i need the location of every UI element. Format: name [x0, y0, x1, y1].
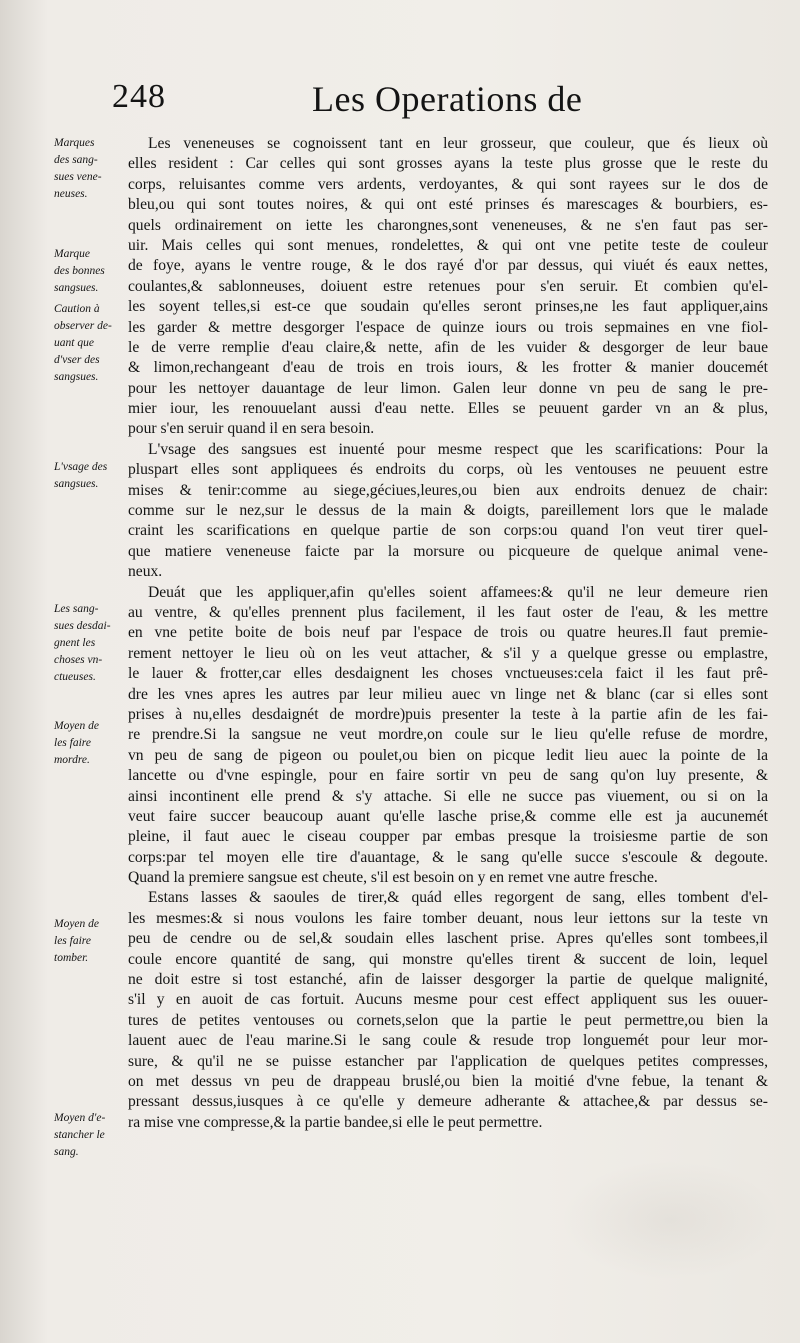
margin-note-line: uant que	[54, 337, 94, 349]
text-line: Quand la premiere sangsue est cheute, s'il est besoin on y en remet vne autre fresche.	[128, 869, 658, 887]
text-line: L'vsage des sangsues est inuenté pour mesme respect que les scarifications: Pour la	[148, 440, 768, 458]
text-line: neux.	[128, 563, 163, 581]
text-line: rement nettoyer le lieu où on les veut attacher, & s'il y a quelque gresse ou emplastre,	[128, 644, 768, 662]
text-line: pleine, il faut auec le ciseau coupper par embas presque la troisiesme partie de son	[128, 828, 768, 846]
text-line: on met dessus vn peu de drappeau bruslé,ou bien la moitié d'vne febue, la tenant &	[128, 1072, 768, 1090]
text-line: pour s'en seruir quand il en sera besoin.	[128, 420, 375, 438]
text-line: veut faire succer beaucoup auant qu'elle lasche prise,& comme elle est ja aucunemét	[128, 807, 768, 825]
text-line: peu de cendre ou de sel,& soudain elles laschent prise. Apres qu'elles sont tombees,il	[128, 930, 768, 948]
margin-note-line: les faire	[54, 935, 91, 947]
margin-note	[54, 246, 126, 297]
margin-note	[54, 601, 126, 686]
text-line: Les veneneuses se cognoissent tant en leur grosseur, que couleur, que és lieux où	[148, 135, 768, 152]
margin-note-line: des bonnes	[54, 265, 105, 277]
page-number: 248	[112, 78, 166, 115]
text-line: ainsi incontinent elle prend & s'y attache. Si elle ne succe pas viuement, ou si on la	[128, 787, 768, 805]
margin-note-line: sang.	[54, 1146, 79, 1158]
margin-note-line: Marques	[54, 137, 95, 149]
text-line: lauent auec de l'eau marine.Si le sang coule & resude trop longuemét pour leur mor-	[128, 1032, 768, 1050]
running-head: Les Operations de	[312, 79, 583, 119]
text-line: Estans lasses & saoules de tirer,& quád elles regorgent de sang, elles tombent d'el-	[148, 889, 768, 907]
margin-note-line: d'vser des	[54, 354, 100, 366]
margin-note	[54, 135, 126, 203]
text-line: lancette ou d'vne espingle, pour en faire sortir vn peu de sang qu'on luy presente, &	[128, 767, 768, 785]
text-line: tures de petites ventouses ou cornets,selon que la partie le peut permettre,ou bien la	[128, 1011, 768, 1029]
text-line: les soyent telles,si est-ce que soudain qu'elles seront prinses,ne les faut appliquer,ains	[128, 298, 768, 316]
text-line: dre les vnes apres les autres par leur milieu auec vn linge net & blanc (car si elles sont	[128, 685, 768, 703]
margin-note-line: neuses.	[54, 188, 88, 200]
margin-note-line: Moyen de	[54, 720, 100, 732]
margin-note	[54, 916, 126, 967]
text-line: les garder & mettre desgorger l'espace de quinze iours ou trois sepmaines en vne fiol-	[128, 318, 768, 336]
text-line: le lauer & frotter,car elles desdaignent les choses vnctueuses:cela faict il les faut prê-	[128, 665, 768, 683]
margin-note-line: Moyen de	[54, 918, 100, 930]
text-line: que matiere veneneuse faicte par la morsure ou picqueure de quelque animal vene-	[128, 542, 768, 560]
margin-note-line: Les sang-	[54, 603, 99, 615]
paragraph	[128, 134, 768, 440]
show-through-stain	[560, 1160, 780, 1280]
margin-note-line: observer de-	[54, 320, 112, 332]
text-line: coule encore quantité de sang, qui monstre qu'elles tirent & succent de loin, lequel	[128, 950, 768, 968]
text-line: elles resident : Car celles qui sont grosses ayans la teste plus grosse que le reste du	[128, 155, 768, 173]
margin-note-line: sangsues.	[54, 478, 99, 490]
text-line: corps, reluisantes comme vers ardents, verdoyantes, & qui sont rayees sur le dos de	[128, 175, 768, 193]
text-line: ne doit estre si tost estanché, afin de laisser desgorger la partie de quelque malignité,	[128, 971, 768, 989]
body-text	[128, 134, 768, 1133]
text-line: ra mise vne compresse,& la partie bandee,si elle le peut permettre.	[128, 1113, 543, 1131]
text-line: mier iour, les renouuelant aussi d'eau nette. Elles se peuuent garder vn an & plus,	[128, 400, 768, 418]
text-line: au ventre, & qu'elles prennent plus facilement, il les faut oster de l'eau, & les mettre	[128, 603, 768, 621]
text-line: vn peu de sang de pigeon ou poulet,ou bien on picque ledit lieu auec la pointe de la	[128, 746, 768, 764]
text-line: re prendre.Si la sangsue ne veut mordre,on coule sur le lieu qu'elle refuse de mordre,	[128, 726, 768, 744]
paragraph	[128, 440, 768, 583]
margin-note-line: mordre.	[54, 754, 90, 766]
text-line: quels ordinairement on iette les charongnes,sont veneneuses, & ne s'en faut pas ser-	[128, 216, 768, 234]
margin-note-line: choses vn-	[54, 654, 103, 666]
text-line: de foye, ayans le ventre rouge, & le dos rayé d'or par dessus, qui viuét és eaux nettes,	[128, 257, 768, 275]
margin-note-line: stancher le	[54, 1129, 105, 1141]
text-line: s'il y en auoit de cas fortuit. Aucuns mesme pour cest effect appliquent sus les ouuer-	[128, 991, 768, 1009]
margin-note-line: Caution à	[54, 303, 100, 315]
margin-note-line: sues desdai-	[54, 620, 111, 632]
margin-note-line: gnent les	[54, 637, 96, 649]
text-line: mises & tenir:comme au siege,géciues,leures,ou bien aux endroits denuez de chair:	[128, 481, 768, 499]
text-line: comme sur le nez,sur le dessus de la main & doigts, pareillement lors que le malade	[128, 502, 768, 520]
margin-note-line: des sang-	[54, 154, 98, 166]
margin-note-line: sues vene-	[54, 171, 102, 183]
text-line: le de verre remplie d'eau claire,& nette, afin de les vuider & desgorger de leur baue	[128, 338, 768, 356]
page-header	[112, 78, 582, 128]
margin-note-line: Marque	[54, 248, 90, 260]
text-line: bleu,ou qui sont toutes noires, & qui ont esté prinses és marescages & bourbiers, es-	[128, 196, 768, 214]
text-line: pluspart elles sont appliquees és endroits du corps, où les ventouses ne peuuent estre	[128, 461, 768, 479]
margin-note	[54, 718, 126, 769]
text-line: les mesmes:& si nous voulons les faire tomber deuant, nous leur iettons sur la teste vn	[128, 909, 768, 927]
margin-note	[54, 459, 126, 493]
margin-note-line: sangsues.	[54, 371, 99, 383]
text-line: sure, & qu'il ne se puisse estancher par l'application de quelques petites compresses,	[128, 1052, 768, 1070]
text-line: pour les nettoyer dauantage de leur limon. Galen leur donne vn peu de sang le pre-	[128, 379, 768, 397]
margin-note-line: Moyen d'e-	[54, 1112, 106, 1124]
paragraph	[128, 583, 768, 889]
text-line: craint les scarifications en quelque partie de son corps:ou quand l'on veut tirer quel-	[128, 522, 768, 540]
margin-note-line: tomber.	[54, 952, 89, 964]
text-line: Deuát que les appliquer,afin qu'elles soient affamees:& qu'il ne leur demeure rien	[148, 583, 768, 601]
text-line: uir. Mais celles qui sont menues, rondelettes, & qui ont vne petite teste de couleur	[128, 236, 768, 254]
text-line: prises à nu,elles desdaignét de mordre)puis presenter la teste à la partie afin de les fai-	[128, 705, 768, 723]
text-line: corps:par tel moyen elle tire d'auantage, & le sang qu'elle succe s'escoule & degoute.	[128, 848, 768, 866]
text-line: pressant dessus,iusques à ce qu'elle y demeure adherante & attachee,& par dessus se-	[128, 1093, 768, 1111]
margin-note-line: L'vsage des	[54, 461, 108, 473]
paragraph	[128, 888, 768, 1133]
margin-note-line: sangsues.	[54, 282, 99, 294]
margin-note	[54, 1110, 126, 1161]
text-line: en vne petite boite de bois neuf par l'espace de trois ou quatre heures.Il faut premie-	[128, 624, 768, 642]
margin-note-line: les faire	[54, 737, 91, 749]
margin-note-line: ctueuses.	[54, 671, 96, 683]
margin-note	[54, 301, 126, 386]
text-line: & limon,rechangeant d'eau de trois en trois iours, & les frotter & manier doucemét	[128, 359, 768, 377]
text-line: coulantes,& sablonneuses, doiuent estre retenues pour s'en seruir. Et combien qu'el-	[128, 277, 768, 295]
